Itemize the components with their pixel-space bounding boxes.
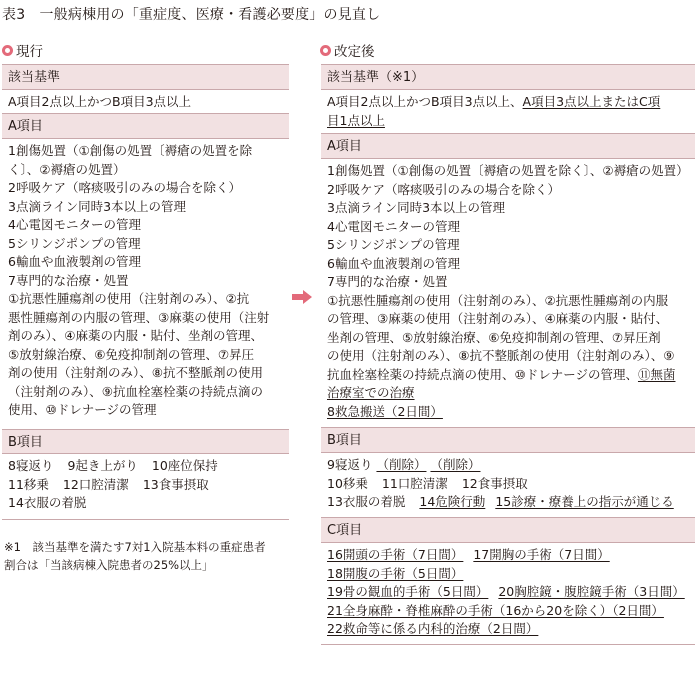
a-item-line: 4心電図モニターの管理 [327,218,460,234]
c-item-line [327,565,689,584]
c-item: 16開頭の手術（7日間） [327,547,464,562]
b-item-line [8,476,283,495]
a-item-new-text: 8救急搬送（2日間） [327,403,443,419]
revised-a-header: A項目 [321,134,695,159]
a-item-line: 7専門的な治療・処置 [8,272,129,288]
current-a-header: A項目 [2,114,289,139]
revised-criteria-line [327,93,689,112]
b-item: 10座位保持 [151,458,218,473]
footnote-line: ※1 該当基準を満たす7対1入院基本料の重症患者 [4,540,266,554]
revised-heading-label: 改定後 [334,44,375,60]
a-item-line: く〕、②褥瘡の処置） [8,161,126,177]
b-item: 9寝返り [327,457,373,472]
b-item: 11口腔清潔 [381,475,448,491]
bullet-icon [2,45,13,56]
c-item: 21全身麻酔・脊椎麻酔の手術（16から20を除く）（2日間） [327,602,664,618]
b-item-new: 14危険行動 [419,494,486,509]
c-item-line [327,583,689,602]
b-item-line [327,493,689,512]
revised-criteria-line [327,112,689,131]
a-item-line: 坐剤の管理、⑤放射線治療、⑥免疫抑制剤の管理、⑦昇圧剤 [327,329,661,345]
criteria-new-text: A項目3点以上またはC項 [522,94,661,109]
current-heading-label: 現行 [16,44,43,60]
current-heading [2,40,43,60]
a-item-line: 6輸血や血液製剤の管理 [327,255,460,271]
b-item-new: 15診療・療養上の指示が通じる [495,494,674,509]
a-item-line: 剤のみ）、④麻薬の内服・貼付、坐剤の管理、 [8,328,263,343]
b-item: 13衣服の着脱 [327,494,406,509]
a-item-line: 7専門的な治療・処置 [327,274,448,289]
revised-criteria-header: 該当基準（※1） [321,65,695,90]
b-item: 12口腔清潔 [62,476,129,492]
current-column [2,64,289,520]
c-item: 17開胸の手術（7日間） [473,547,610,562]
b-item: 14衣服の着脱 [8,495,87,510]
revised-c-header: C項目 [321,518,695,543]
bullet-icon [320,45,331,56]
c-item-line [327,602,689,621]
revised-criteria-body [321,90,695,134]
a-item-line: の管理、③麻薬の使用（注射剤のみ）、④麻薬の内服・貼付、 [327,311,669,326]
a-item-new-text: ⑪無菌 [637,366,676,382]
table-title: 表3 一般病棟用の「重症度、医療・看護必要度」の見直し [2,7,381,23]
b-item: 11移乗 [8,476,49,492]
a-item-line: 3点滴ライン同時3本以上の管理 [8,198,187,214]
current-criteria-body [2,90,289,114]
a-item-line: 使用、⑩ドレナージの管理 [8,402,157,417]
b-item-line [8,494,283,513]
c-item: 18開腹の手術（5日間） [327,565,464,581]
criteria-new-text: 目1点以上 [327,112,385,128]
a-item-line: の使用（注射剤のみ）、⑧抗不整脈剤の使用（注射剤のみ）、⑨ [327,348,675,363]
a-item-text: 抗血栓塞栓薬の持続点滴の使用、⑩ドレナージの管理、 [327,366,638,382]
b-item-line [8,457,283,476]
b-item-deleted: （削除） [430,457,481,472]
current-a-body [2,139,289,430]
revised-column [321,64,695,645]
b-item: 9起き上がり [67,458,138,473]
c-item: 20胸腔鏡・腹腔鏡手術（3日間） [498,584,685,599]
a-item-line: 1創傷処置（①創傷の処置〔褥瘡の処置を除 [8,143,253,158]
a-item-line: 6輸血や血液製剤の管理 [8,254,141,269]
c-item-line [327,546,689,565]
b-item: 10移乗 [327,475,368,491]
a-item-line: 5シリンジポンプの管理 [8,235,141,251]
a-item-line: 3点滴ライン同時3本以上の管理 [327,200,506,215]
current-criteria-header: 該当基準 [2,65,289,90]
b-item-line [327,475,689,494]
a-item-line [327,403,689,422]
current-b-body [2,454,289,520]
revised-c-body [321,543,695,645]
b-item-deleted: （削除） [376,457,427,472]
a-item-line [327,384,689,403]
a-item-new-text: 治療室での治療 [327,385,415,400]
right-arrow-icon [292,290,312,304]
a-item-line: 1創傷処置（①創傷の処置〔褥瘡の処置を除く〕、②褥瘡の処置） [327,163,689,178]
a-item-line: 2呼吸ケア（喀痰吸引のみの場合を除く） [327,181,560,197]
a-item-line [327,366,689,385]
c-item-line [327,620,689,639]
footnote-line: 割合は「当該病棟入院患者の25%以上」 [4,558,214,572]
a-item-line: 悪性腫瘍剤の内服の管理、③麻薬の使用（注射 [8,309,270,325]
a-item-line: （注射剤のみ）、⑨抗血栓塞栓薬の持続点滴の [8,383,263,399]
revised-a-body [321,159,695,428]
revised-b-header: B項目 [321,428,695,453]
c-item: 22救命等に係る内科的治療（2日間） [327,621,539,636]
footnote [4,538,289,574]
a-item-line: 5シリンジポンプの管理 [327,237,460,252]
c-item: 19骨の観血的手術（5日間） [327,584,489,599]
criteria-text: A項目2点以上かつB項目3点以上、 [327,94,523,109]
a-item-line: 4心電図モニターの管理 [8,217,141,232]
a-item-line: 2呼吸ケア（喀痰吸引のみの場合を除く） [8,180,241,195]
a-item-line: 剤の使用（注射剤のみ）、⑧抗不整脈剤の使用 [8,365,263,380]
a-item-line: ⑤放射線治療、⑥免疫抑制剤の管理、⑦昇圧 [8,346,255,362]
revised-heading [320,40,375,60]
b-item: 8寝返り [8,458,54,473]
a-item-line: ①抗悪性腫瘍剤の使用（注射剤のみ）、②抗悪性腫瘍剤の内服 [327,292,669,308]
current-b-header: B項目 [2,430,289,454]
revised-b-body [321,453,695,518]
b-item: 13食事摂取 [142,476,209,492]
a-item-line: ①抗悪性腫瘍剤の使用（注射剤のみ）、②抗 [8,291,250,306]
current-criteria-text: A項目2点以上かつB項目3点以上 [8,94,192,109]
b-item: 12食事摂取 [461,475,528,491]
b-item-line [327,456,689,475]
